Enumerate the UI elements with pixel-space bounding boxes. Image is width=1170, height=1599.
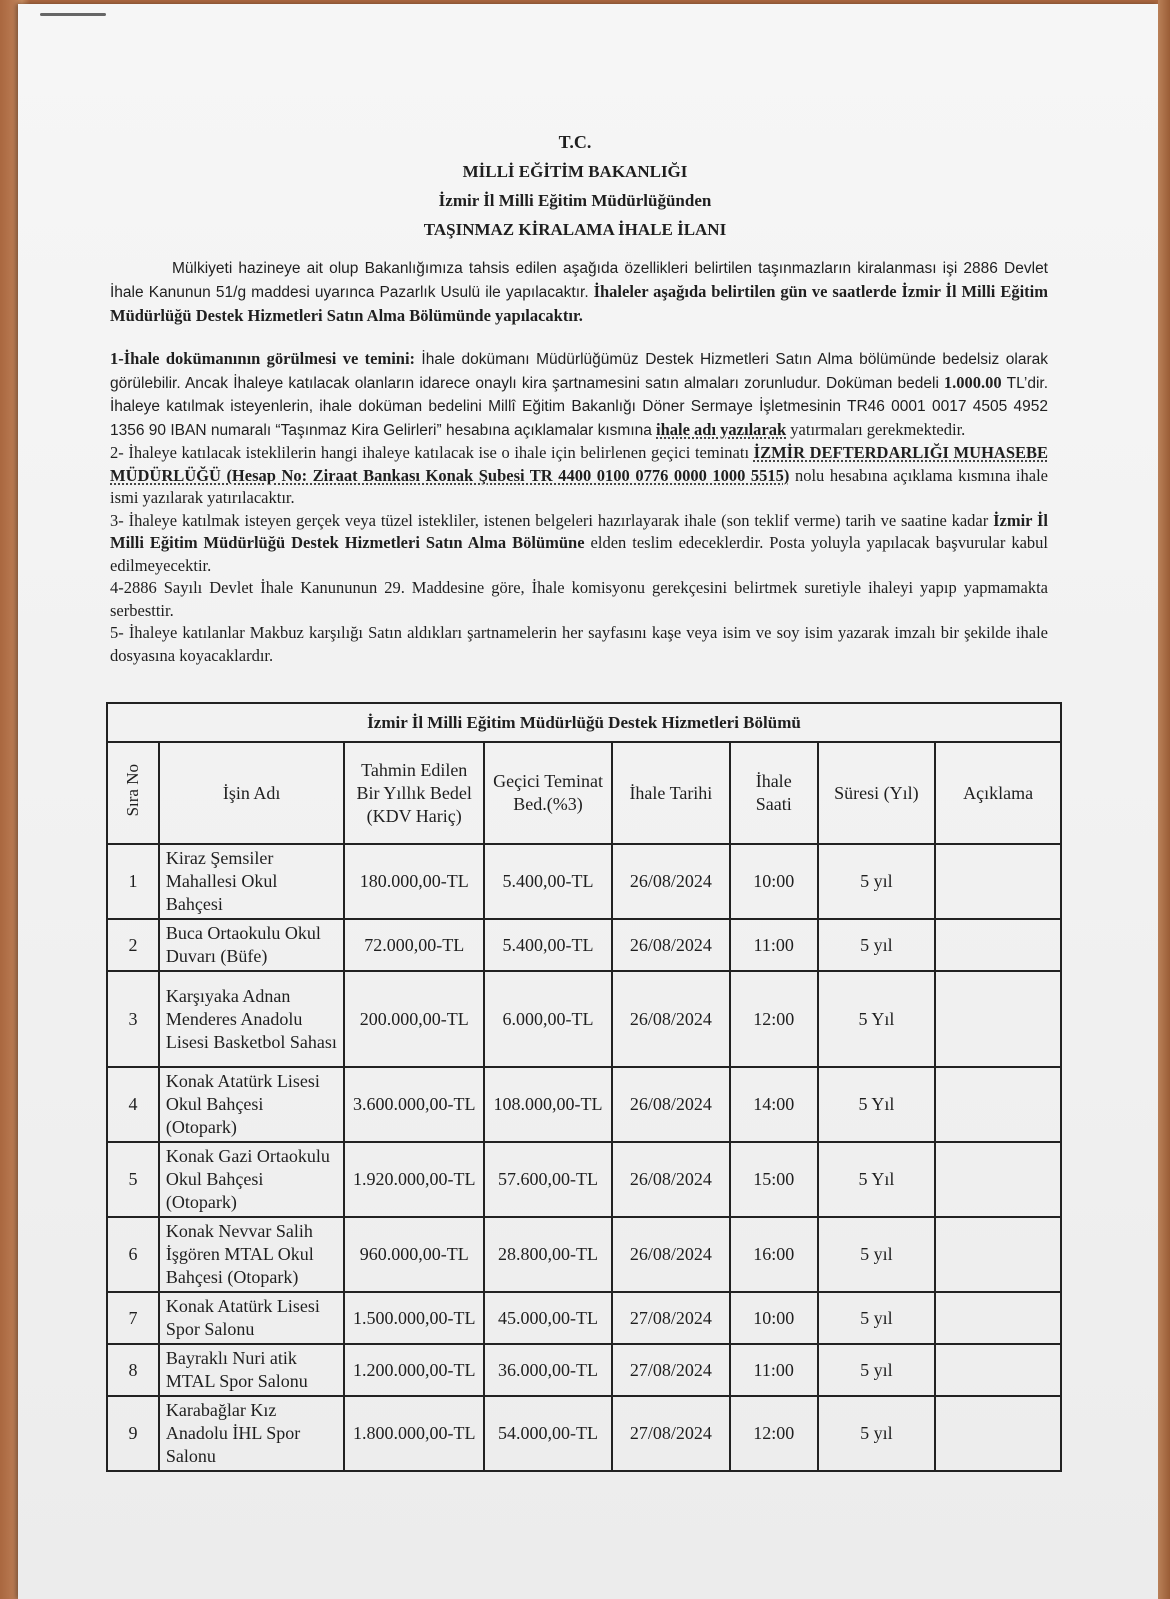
header-ihale-saati: İhale Saati [730,742,818,844]
cell-bedel: 1.920.000,00-TL [344,1142,484,1217]
header-teminat: Geçici Teminat Bed.(%3) [484,742,612,844]
cell-teminat: 54.000,00-TL [484,1396,612,1471]
cell-aciklama [935,1292,1061,1344]
item-1-text-a: İhale dokümanı Müdürlüğümüz Destek Hizmetleri Satın Alma bölümünde bedelsiz olarak görülebilir. Ancak İhaleye katılacak olanların idarece onaylı kira şartnamesini satın almaları zorunludur. Doküman bedeli [110,351,1048,392]
cell-sure: 5 yıl [818,1292,936,1344]
cell-bedel: 72.000,00-TL [344,919,484,971]
item-2 [110,442,1048,510]
cell-no: 3 [107,971,159,1067]
cell-aciklama [935,844,1061,919]
cell-sure: 5 yıl [818,1217,936,1292]
header-line-3: İzmir İl Milli Eğitim Müdürlüğünden [438,191,712,210]
table-row [107,971,1061,1067]
cell-teminat: 5.400,00-TL [484,919,612,971]
item-1-title: 1-İhale dokümanının görülmesi ve temini: [110,349,416,368]
cell-name: Konak Nevvar Salih İşgören MTAL Okul Bahçesi (Otopark) [159,1217,344,1292]
cell-aciklama [935,919,1061,971]
staple-mark [40,13,106,16]
item-2-bank-account: İZMİR DEFTERDARLIĞI MUHASEBE MÜDÜRLÜĞÜ (Hesap No: Ziraat Bankası Konak Şubesi TR 4400 0100 0776 0000 1000 5515) [110,443,1049,485]
cell-name: Konak Gazi Ortaokulu Okul Bahçesi (Otopark) [159,1142,344,1217]
cell-name: Kiraz Şemsiler Mahallesi Okul Bahçesi [159,844,344,919]
cell-no: 4 [107,1067,159,1142]
cell-sure: 5 yıl [818,1396,936,1471]
cell-teminat: 108.000,00-TL [484,1067,612,1142]
cell-no: 9 [107,1396,159,1471]
cell-teminat: 57.600,00-TL [484,1142,612,1217]
cell-tarih: 27/08/2024 [612,1396,730,1471]
cell-name: Konak Atatürk Lisesi Spor Salonu [159,1292,344,1344]
cell-saat: 15:00 [730,1142,818,1217]
cell-tarih: 26/08/2024 [612,844,730,919]
header-suresi: Süresi (Yıl) [818,742,936,844]
cell-no: 8 [107,1344,159,1396]
cell-sure: 5 Yıl [818,971,936,1067]
cell-teminat: 5.400,00-TL [484,844,612,919]
cell-saat: 12:00 [730,971,818,1067]
item-1 [110,348,1048,442]
cell-teminat: 6.000,00-TL [484,971,612,1067]
table-row [107,1142,1061,1217]
cell-name: Bayraklı Nuri atik MTAL Spor Salonu [159,1344,344,1396]
document-header [0,128,1150,244]
cell-aciklama [935,1344,1061,1396]
cell-name: Karşıyaka Adnan Menderes Anadolu Lisesi Basketbol Sahası [159,971,344,1067]
item-3-text-a: 3- İhaleye katılmak isteyen gerçek veya tüzel istekliler, istenen belgeleri hazırlayarak ihale (son teklif verme) tarih ve saatine kadar [110,510,989,530]
header-line-1: T.C. [558,132,592,152]
table-surface [1158,0,1170,1599]
cell-sure: 5 Yıl [818,1142,936,1217]
table-row [107,844,1061,919]
cell-tarih: 26/08/2024 [612,1217,730,1292]
cell-no: 6 [107,1217,159,1292]
item-3-place: İzmir İl Milli Eğitim Müdürlüğü Destek Hizmetleri Satın Alma Bölümüne [110,510,1049,552]
cell-name: Buca Ortaokulu Okul Duvarı (Büfe) [159,919,344,971]
cell-saat: 12:00 [730,1396,818,1471]
cell-saat: 16:00 [730,1217,818,1292]
cell-no: 5 [107,1142,159,1217]
item-1-underlined: ihale adı yazılarak [656,419,787,439]
cell-tarih: 26/08/2024 [612,919,730,971]
cell-bedel: 3.600.000,00-TL [344,1067,484,1142]
table-title: İzmir İl Milli Eğitim Müdürlüğü Destek Hizmetleri Bölümü [107,703,1061,742]
tender-table [106,702,1062,1472]
item-5: 5- İhaleye katılanlar Makbuz karşılığı Satın aldıkları şartnamelerin her sayfasını kaşe veya isim ve soy isim yazarak imzalı bir şekilde ihale dosyasına koyacaklardır. [110,623,1048,665]
cell-aciklama [935,1067,1061,1142]
cell-bedel: 1.500.000,00-TL [344,1292,484,1344]
cell-bedel: 180.000,00-TL [344,844,484,919]
cell-teminat: 36.000,00-TL [484,1344,612,1396]
cell-no: 2 [107,919,159,971]
cell-no: 1 [107,844,159,919]
header-bedel: Tahmin Edilen Bir Yıllık Bedel (KDV Hariç) [344,742,484,844]
item-2-text-a: 2- İhaleye katılacak isteklilerin hangi ihaleye katılacak ise o ihale için belirlenen geçici teminatı [110,443,750,462]
cell-no: 7 [107,1292,159,1344]
cell-name: Konak Atatürk Lisesi Okul Bahçesi (Otopark) [159,1067,344,1142]
item-1-text-b: TL’dir. İhaleye katılmak isteyenlerin, ihale doküman bedelini Millî Eğitim Bakanlığı Döner Sermaye İşletmesinin TR46 0001 0017 4505 4952 1356 90 IBAN numaralı “Taşınmaz Kira Gelirleri” hesabına açıklamalar kısmına [110,374,1049,439]
intro-text-2: İhaleler aşağıda belirtilen gün ve saatlerde İzmir İl Milli Eğitim Müdürlüğü Destek Hizmetleri Satın Alma Bölümünde yapılacaktır. [110,282,1048,325]
cell-saat: 11:00 [730,919,818,971]
item-3-text-b: elden teslim edeceklerdir. Posta yoluyla yapılacak başvurular kabul edilmeyecektir. [110,533,1048,575]
item-3 [110,510,1048,578]
cell-name: Karabağlar Kız Anadolu İHL Spor Salonu [159,1396,344,1471]
cell-saat: 14:00 [730,1067,818,1142]
table-row [107,1067,1061,1142]
cell-aciklama [935,1217,1061,1292]
table-row [107,1344,1061,1396]
cell-sure: 5 yıl [818,919,936,971]
cell-bedel: 960.000,00-TL [344,1217,484,1292]
header-line-4: TAŞINMAZ KİRALAMA İHALE İLANI [423,220,727,239]
cell-saat: 10:00 [730,1292,818,1344]
header-sira-no: Sıra No [107,742,159,844]
item-1-text-c: yatırmaları gerekmektedir. [790,419,966,439]
cell-tarih: 27/08/2024 [612,1292,730,1344]
cell-teminat: 45.000,00-TL [484,1292,612,1344]
cell-tarih: 26/08/2024 [612,971,730,1067]
item-4: 4-2886 Sayılı Devlet İhale Kanununun 29. Maddesine göre, İhale komisyonu gerekçesini belirtmek suretiyle ihaleyi yapıp yapmamakta serbesttir. [110,578,1048,620]
cell-aciklama [935,1396,1061,1471]
header-aciklama: Açıklama [935,742,1061,844]
table-header-row [107,742,1061,844]
table-row [107,1292,1061,1344]
cell-sure: 5 Yıl [818,1067,936,1142]
header-line-2: MİLLİ EĞİTİM BAKANLIĞI [462,162,688,181]
item-2-text-b: nolu hesabına açıklama kısmına ihale ismi yazılarak yatırılacaktır. [110,465,1048,507]
cell-saat: 11:00 [730,1344,818,1396]
cell-teminat: 28.800,00-TL [484,1217,612,1292]
cell-tarih: 27/08/2024 [612,1344,730,1396]
cell-saat: 10:00 [730,844,818,919]
header-isin-adi: İşin Adı [159,742,344,844]
table-row [107,919,1061,971]
cell-tarih: 26/08/2024 [612,1142,730,1217]
cell-tarih: 26/08/2024 [612,1067,730,1142]
cell-aciklama [935,971,1061,1067]
item-1-amount: 1.000.00 [943,372,1002,392]
conditions-list [110,348,1048,667]
intro-text-1: Mülkiyeti hazineye ait olup Bakanlığımıza tahsis edilen aşağıda özellikleri belirtilen taşınmazların kiralanması işi 2886 Devlet İhale Kanunun 51/g maddesi uyarınca Pazarlık Usulü ile yapılacaktır. [110,260,1048,301]
table-row [107,1396,1061,1471]
table-row [107,1217,1061,1292]
cell-sure: 5 yıl [818,1344,936,1396]
cell-sure: 5 yıl [818,844,936,919]
intro-paragraph [110,256,1048,327]
cell-bedel: 1.200.000,00-TL [344,1344,484,1396]
cell-bedel: 200.000,00-TL [344,971,484,1067]
cell-bedel: 1.800.000,00-TL [344,1396,484,1471]
header-ihale-tarihi: İhale Tarihi [612,742,730,844]
cell-aciklama [935,1142,1061,1217]
